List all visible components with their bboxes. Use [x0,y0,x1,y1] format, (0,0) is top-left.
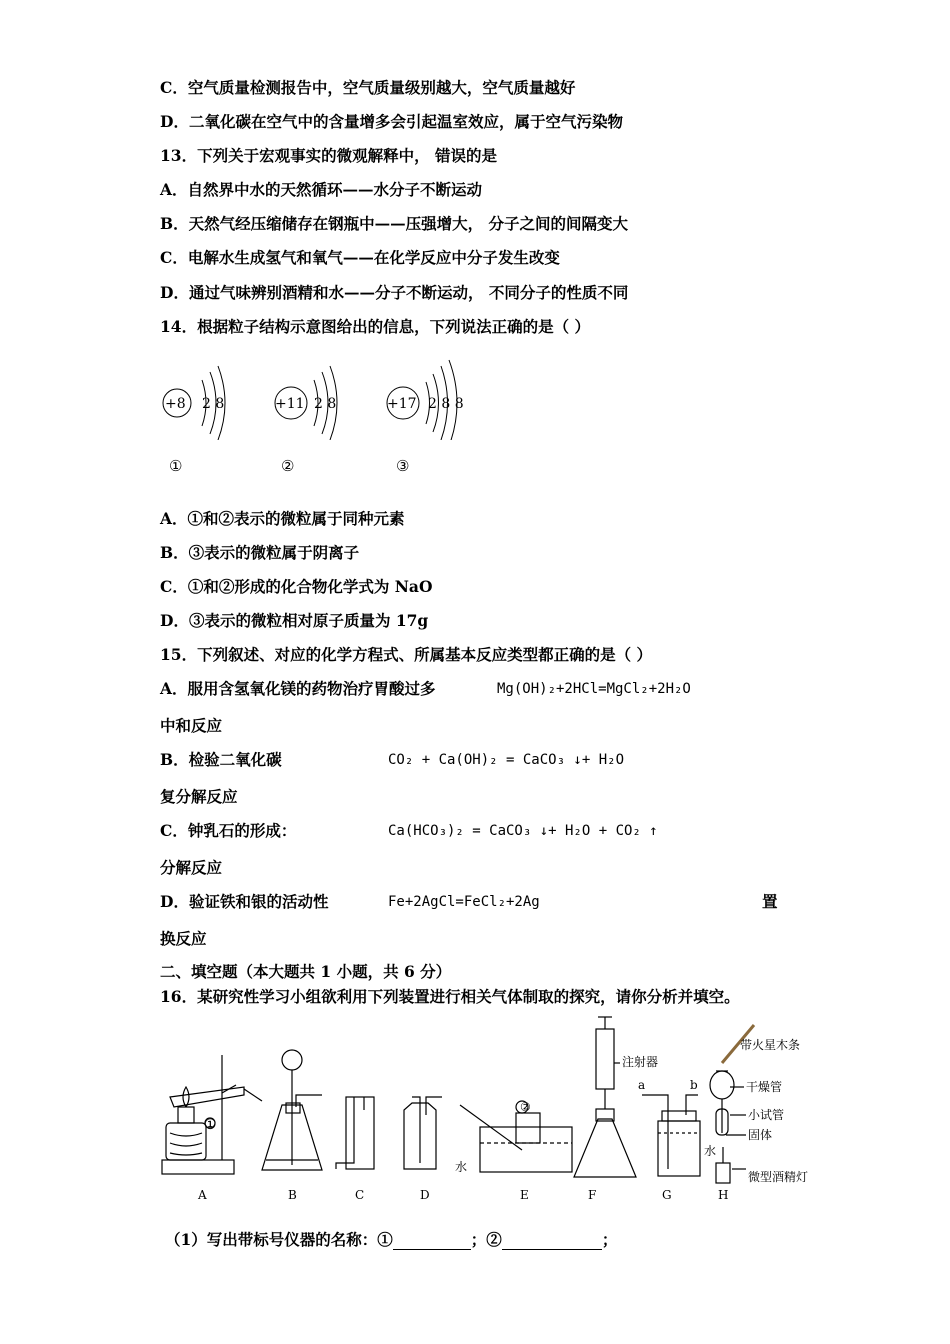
q15-type-c: 分解反应 [160,858,223,877]
syringe-label: 注射器 [622,1055,659,1069]
q15-type-a: 中和反应 [160,716,223,735]
apparatus-label-a: A [198,1188,207,1202]
q15-equation-d: Fe+2AgCl=FeCl₂+2Ag [388,894,540,910]
atom3-nucleus-label: +17 [387,396,417,412]
q13-option-b: B．天然气经压缩储存在钢瓶中——压强增大， 分子之间的间隔变大 [160,214,628,233]
q14-option-b: B．③表示的微粒属于阴离子 [160,543,360,562]
apparatus-label-g: G [662,1188,672,1202]
q13-option-a: A．自然界中水的天然循环——水分子不断运动 [160,180,483,199]
q16-stem: 16．某研究性学习小组欲利用下列装置进行相关气体制取的探究，请你分析并填空。 [160,987,740,1006]
q14-option-c: C．①和②形成的化合物化学式为 NaO [160,577,433,596]
q13-option-d: D．通过气味辨别酒精和水——分子不断运动， 不同分子的性质不同 [160,283,629,302]
atom3-shells-label: 2 8 8 [428,396,464,412]
q15-equation-a: Mg(OH)₂+2HCl=MgCl₂+2H₂O [497,681,691,697]
apparatus-label-e: E [520,1188,529,1202]
q15-option-b: B．检验二氧化碳 [160,750,282,769]
apparatus-label-f: F [588,1188,597,1202]
q16-sub1 [165,1230,617,1250]
atom3-label: ③ [396,457,410,475]
q15-option-d: D．验证铁和银的活动性 [160,892,329,911]
port-b-label: b [690,1078,698,1092]
q15-stem: 15．下列叙述、对应的化学方程式、所属基本反应类型都正确的是（ ） [160,645,652,664]
apparatus-c [336,1097,374,1169]
q16-sub1-middle: ；② [470,1230,502,1249]
splint-label: 带火星木条 [740,1038,801,1052]
answer-blank-2[interactable] [502,1233,602,1250]
atom2-shells-label: 2 8 [314,396,337,412]
apparatus-f [574,1017,636,1177]
small-tube-label: 小试管 [748,1108,785,1122]
apparatus-b [262,1050,322,1170]
water-label-e: 水 [455,1160,468,1174]
port-a-label: a [638,1078,646,1092]
apparatus-d [404,1097,442,1169]
q15-type-b: 复分解反应 [160,787,238,806]
apparatus-label-h: H [718,1188,729,1202]
q15-type-d-part2: 换反应 [160,929,207,948]
q15-equation-b: CO₂ + Ca(OH)₂ = CaCO₃ ↓+ H₂O [388,752,625,768]
atom-structure-diagrams [150,350,490,440]
apparatus-g [642,1095,700,1176]
q15-equation-c: Ca(HCO₃)₂ = CaCO₃ ↓+ H₂O + CO₂ ↑ [388,823,658,839]
apparatus-label-d: D [420,1188,430,1202]
mark-1: ① [204,1117,217,1133]
apparatus-label-c: C [355,1188,365,1202]
q15-type-d-part1: 置 [762,892,778,911]
q12-option-c: C．空气质量检测报告中，空气质量级别越大，空气质量越好 [160,78,576,97]
q14-stem: 14．根据粒子结构示意图给出的信息，下列说法正确的是（ ） [160,317,590,336]
atom1-shells-label: 2 8 [202,396,225,412]
q12-option-d: D．二氧化碳在空气中的含量增多会引起温室效应，属于空气污染物 [160,112,623,131]
q16-sub1-end: ； [601,1230,618,1249]
q14-option-a: A．①和②表示的微粒属于同种元素 [160,509,405,528]
q13-option-c: C．电解水生成氢气和氧气——在化学反应中分子发生改变 [160,248,560,267]
q14-option-d: D．③表示的微粒相对原子质量为 17g [160,611,429,630]
apparatus-diagram [150,1015,840,1215]
apparatus-a [162,1055,262,1174]
q15-option-a: A．服用含氢氧化镁的药物治疗胃酸过多 [160,679,436,698]
atom1-label: ① [169,457,183,475]
section-heading: 二、填空题（本大题共 1 小题，共 6 分） [160,962,452,981]
atom2-nucleus-label: +11 [275,396,305,412]
answer-blank-1[interactable] [393,1233,471,1250]
mark-2: ② [520,1100,531,1114]
q16-sub1-prefix: （1）写出带标号仪器的名称：① [165,1230,393,1249]
drying-tube-label: 干燥管 [746,1080,783,1094]
water-label-g: 水 [704,1144,717,1158]
atom2-label: ② [281,457,295,475]
apparatus-e [460,1101,572,1172]
atom1-nucleus-label: +8 [165,396,186,412]
q13-stem: 13．下列关于宏观事实的微观解释中， 错误的是 [160,146,497,165]
solid-label: 固体 [748,1128,773,1142]
micro-lamp-label: 微型酒精灯 [748,1170,809,1184]
q15-option-c: C．钟乳石的形成： [160,821,297,840]
apparatus-label-b: B [288,1188,297,1202]
